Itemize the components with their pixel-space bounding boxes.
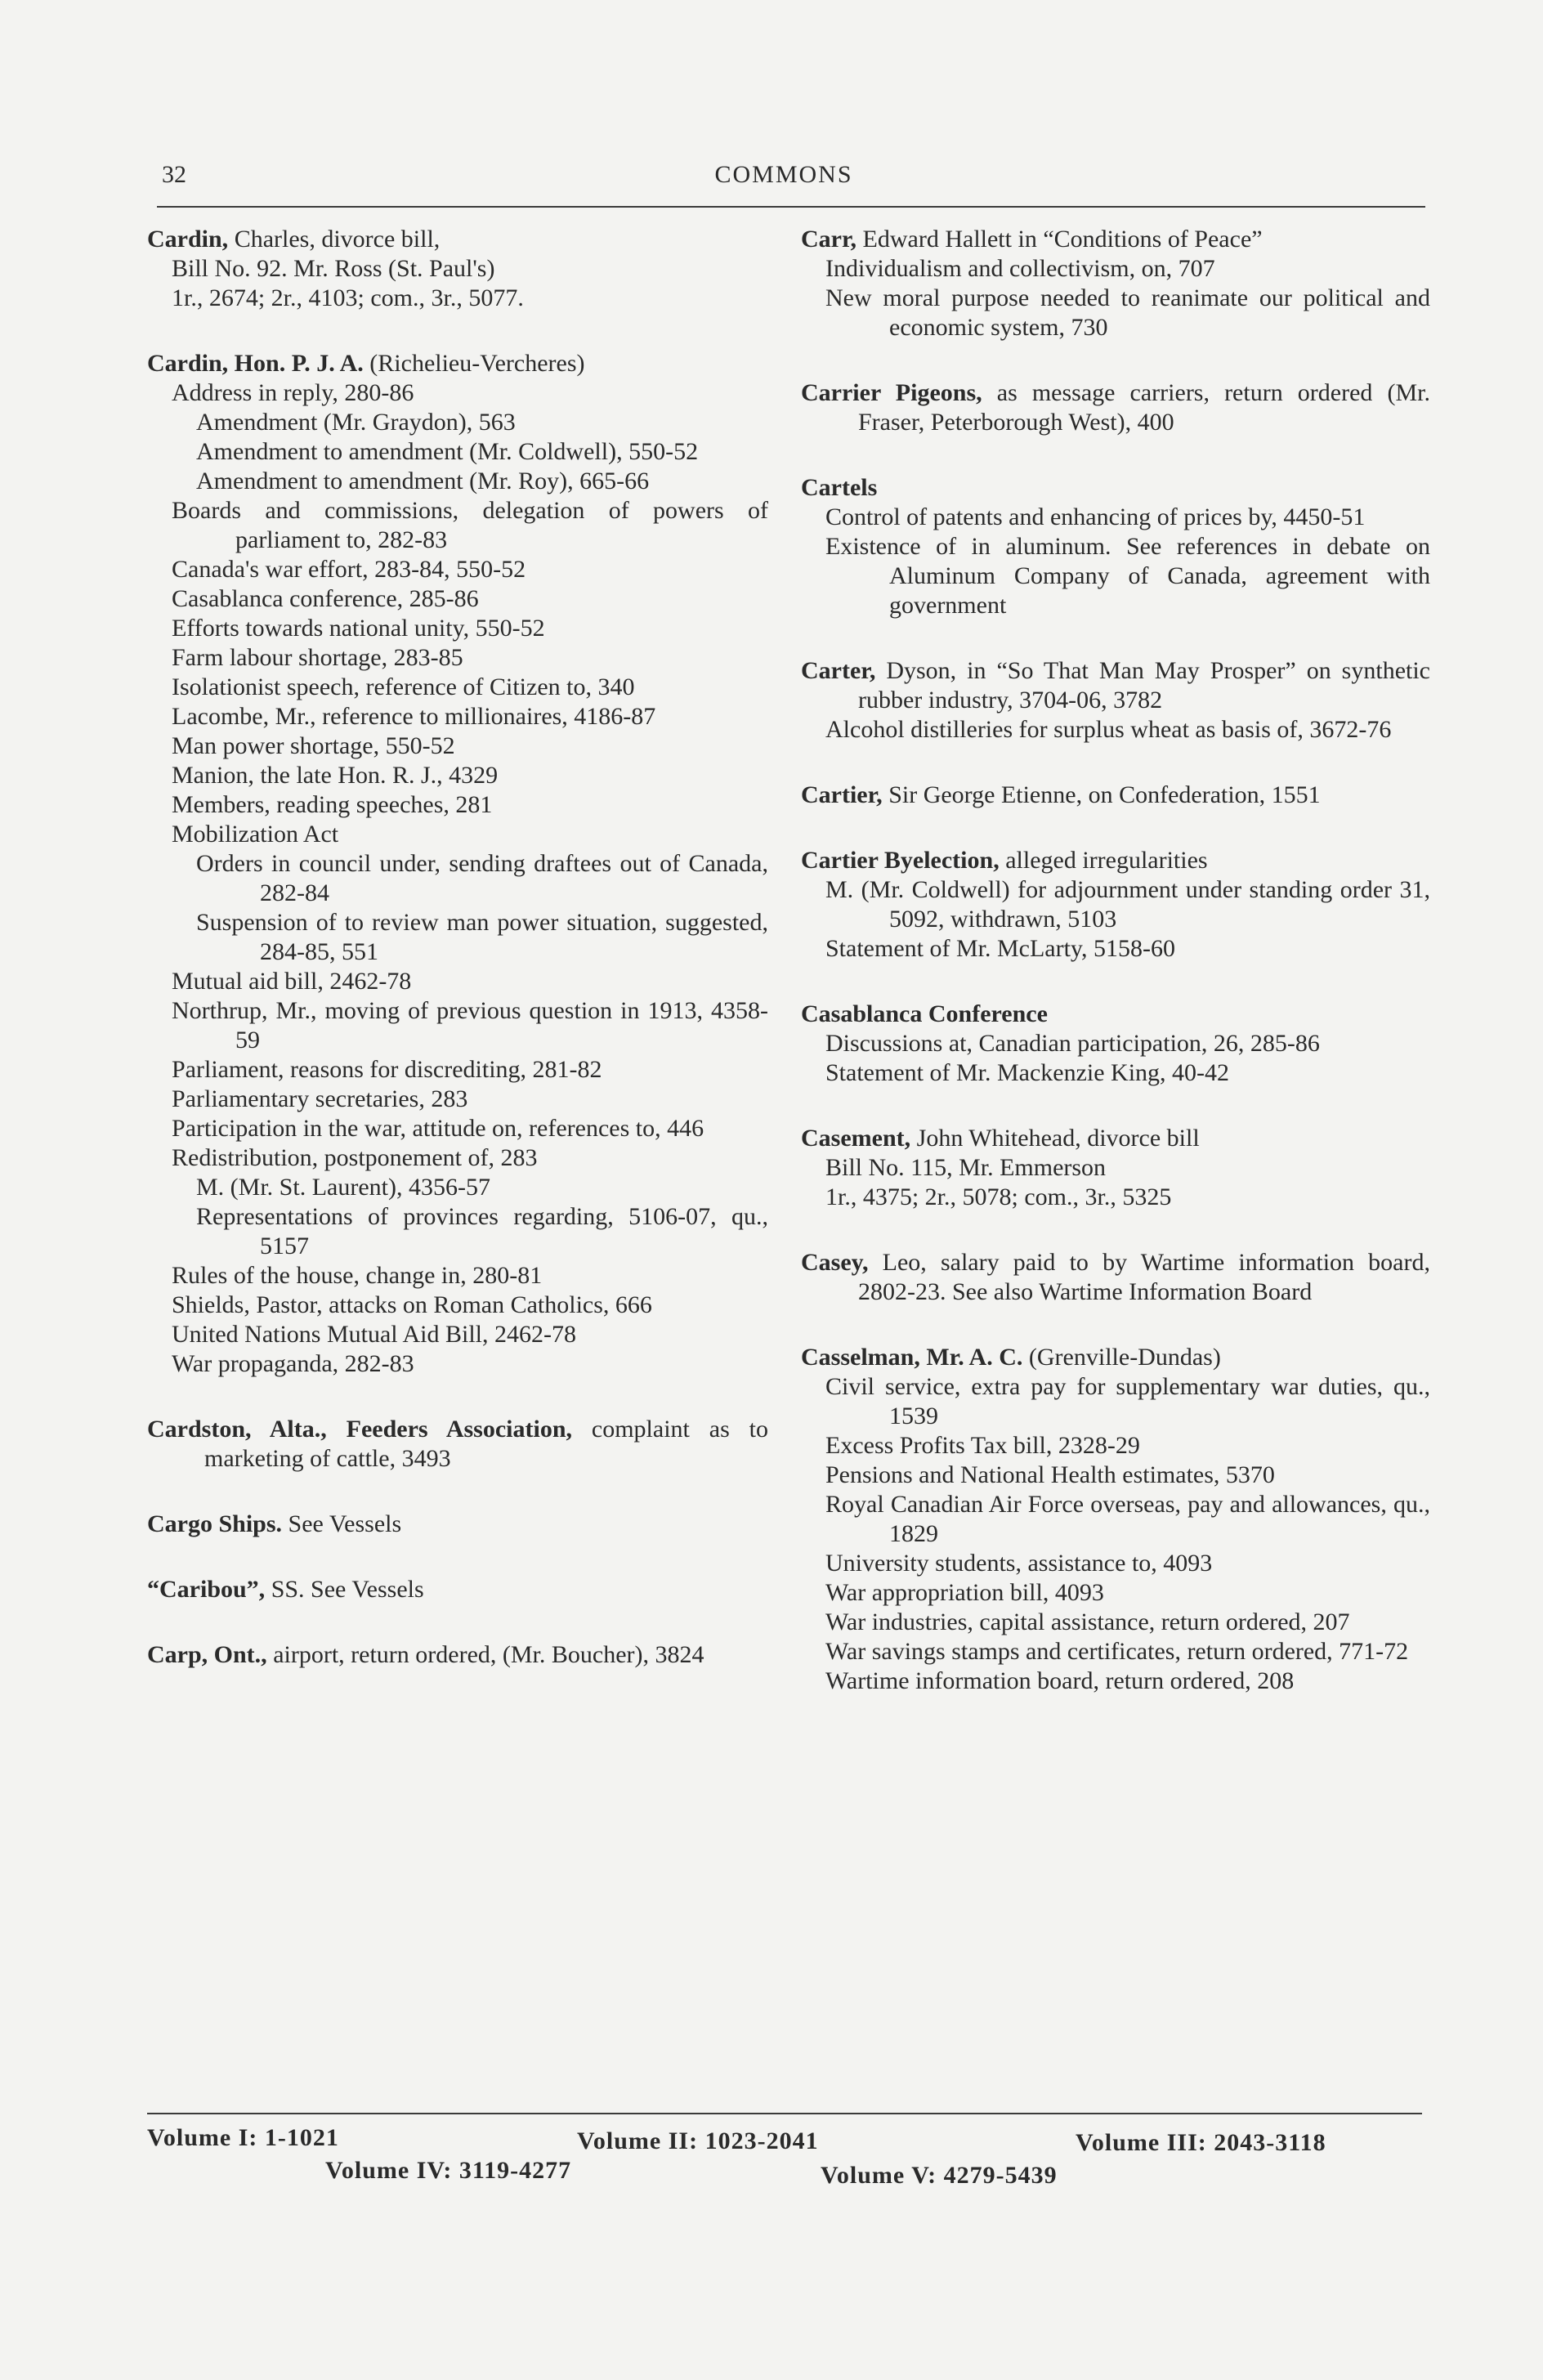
entry-heading-rest: See Vessels	[282, 1510, 402, 1537]
entry-heading	[147, 1575, 768, 1604]
index-entry	[801, 846, 1430, 964]
entry-subline: Manion, the late Hon. R. J., 4329	[172, 762, 499, 789]
index-entry	[147, 225, 768, 313]
entry-subline: Wartime information board, return ordered, 208	[825, 1667, 1295, 1694]
index-entry	[147, 349, 768, 1379]
index-entry	[147, 1510, 768, 1539]
entry-subline: Mobilization Act	[172, 821, 339, 848]
index-entry	[801, 1000, 1430, 1088]
entry-heading-term: Carter,	[801, 657, 876, 684]
volume-range: Volume V: 4279-5439	[821, 2162, 1058, 2189]
entry-heading	[801, 781, 1430, 810]
entry-subline: Bill No. 115, Mr. Emmerson	[825, 1154, 1107, 1181]
entry-heading-term: Casablanca Conference	[801, 1000, 1048, 1027]
index-entry	[147, 1575, 768, 1604]
footer-rule	[147, 2113, 1422, 2114]
entry-heading-rest: Charles, divorce bill,	[228, 226, 441, 253]
entry-subline: Boards and commissions, delegation of powers of parliament to, 282-83	[172, 497, 768, 553]
entry-heading-rest: (Grenville-Dundas)	[1022, 1344, 1221, 1371]
entry-subline: Pensions and National Health estimates, 5370	[825, 1461, 1275, 1488]
entry-heading-rest: Edward Hallett in “Conditions of Peace”	[856, 226, 1263, 253]
entry-subline: War savings stamps and certificates, return ordered, 771-72	[825, 1638, 1409, 1665]
left-column	[147, 225, 768, 1706]
entry-heading-term: Casement,	[801, 1125, 911, 1152]
entry-subline: Rules of the house, change in, 280-81	[172, 1262, 543, 1289]
entry-subline: 1r., 4375; 2r., 5078; com., 3r., 5325	[825, 1183, 1172, 1210]
entry-heading	[801, 1248, 1430, 1307]
entry-subline: Amendment to amendment (Mr. Coldwell), 550-52	[196, 438, 699, 465]
entry-heading	[147, 349, 768, 378]
entry-heading	[147, 225, 768, 254]
entry-subline: Individualism and collectivism, on, 707	[825, 255, 1215, 282]
entry-heading-rest: airport, return ordered, (Mr. Boucher), 3824	[266, 1641, 704, 1668]
entry-heading	[801, 1124, 1430, 1153]
entry-subline: War propaganda, 282-83	[172, 1350, 414, 1377]
index-entry	[801, 656, 1430, 745]
volume-range: Volume IV: 3119-4277	[325, 2157, 572, 2184]
entry-subline: Canada's war effort, 283-84, 550-52	[172, 556, 526, 583]
index-entry	[801, 781, 1430, 810]
index-entry	[801, 473, 1430, 620]
entry-subline: Amendment to amendment (Mr. Roy), 665-66	[196, 468, 650, 494]
entry-heading-term: Cartier,	[801, 781, 883, 808]
index-entry	[801, 1124, 1430, 1212]
entry-subline: Members, reading speeches, 281	[172, 791, 493, 818]
index-entry	[801, 378, 1430, 437]
entry-heading	[801, 473, 1430, 503]
entry-heading-term: Cardin, Hon. P. J. A.	[147, 350, 364, 377]
entry-heading	[801, 1000, 1430, 1029]
entry-subline: Efforts towards national unity, 550-52	[172, 615, 545, 642]
entry-subline: Civil service, extra pay for supplementary war duties, qu., 1539	[825, 1373, 1430, 1429]
entry-heading	[147, 1640, 768, 1670]
entry-heading-rest: alleged irregularities	[999, 847, 1208, 874]
entry-heading-term: Casselman, Mr. A. C.	[801, 1344, 1023, 1371]
entry-subline: M. (Mr. St. Laurent), 4356-57	[196, 1174, 490, 1201]
entry-heading-term: Cartier Byelection,	[801, 847, 1000, 874]
volume-range: Volume I: 1-1021	[147, 2124, 339, 2151]
volume-range: Volume II: 1023-2041	[577, 2127, 819, 2154]
entry-heading-term: Cartels	[801, 474, 878, 501]
running-head: COMMONS	[714, 161, 853, 188]
entry-heading	[801, 378, 1430, 437]
index-entry	[801, 1248, 1430, 1307]
entry-subline: Discussions at, Canadian participation, 26, 285-86	[825, 1030, 1320, 1057]
right-column	[801, 225, 1430, 1732]
entry-subline: Northrup, Mr., moving of previous question in 1913, 4358-59	[172, 997, 768, 1054]
entry-subline: 1r., 2674; 2r., 4103; com., 3r., 5077.	[172, 284, 524, 311]
entry-subline: M. (Mr. Coldwell) for adjournment under standing order 31, 5092, withdrawn, 5103	[825, 876, 1430, 933]
entry-heading-term: Cardin,	[147, 226, 229, 253]
entry-heading-rest: Leo, salary paid to by Wartime information board, 2802-23. See also Wartime Information Board	[858, 1249, 1430, 1305]
entry-subline: Farm labour shortage, 283-85	[172, 644, 463, 671]
entry-heading	[147, 1415, 768, 1474]
entry-heading-term: “Caribou”,	[147, 1576, 266, 1603]
entry-heading-term: Carp, Ont.,	[147, 1641, 267, 1668]
entry-heading-term: Carrier Pigeons,	[801, 379, 982, 406]
entry-subline: Address in reply, 280-86	[172, 379, 414, 406]
entry-subline: Lacombe, Mr., reference to millionaires, 4186-87	[172, 703, 656, 730]
entry-subline: Isolationist speech, reference of Citizen to, 340	[172, 673, 635, 700]
entry-subline: Shields, Pastor, attacks on Roman Catholics, 666	[172, 1291, 652, 1318]
entry-subline: Bill No. 92. Mr. Ross (St. Paul's)	[172, 255, 495, 282]
index-entry	[147, 1640, 768, 1670]
entry-subline: Suspension of to review man power situation, suggested, 284-85, 551	[196, 909, 768, 965]
entry-subline: Statement of Mr. Mackenzie King, 40-42	[825, 1059, 1230, 1086]
entry-subline: New moral purpose needed to reanimate our political and economic system, 730	[825, 284, 1430, 341]
entry-subline: Parliament, reasons for discrediting, 281-82	[172, 1056, 602, 1083]
entry-subline: Parliamentary secretaries, 283	[172, 1085, 468, 1112]
entry-subline: Orders in council under, sending draftees out of Canada, 282-84	[196, 850, 768, 906]
index-entry	[801, 225, 1430, 342]
volume-range: Volume III: 2043-3118	[1076, 2129, 1326, 2156]
entry-heading	[801, 656, 1430, 715]
entry-heading	[801, 225, 1430, 254]
entry-heading-term: Cardston, Alta., Feeders Association,	[147, 1416, 573, 1443]
entry-subline: War appropriation bill, 4093	[825, 1579, 1104, 1606]
entry-heading-rest: SS. See Vessels	[265, 1576, 424, 1603]
entry-heading-rest: (Richelieu-Vercheres)	[363, 350, 585, 377]
entry-heading	[801, 1343, 1430, 1372]
page-number: 32	[162, 161, 186, 188]
entry-subline: Man power shortage, 550-52	[172, 732, 455, 759]
entry-heading-rest: John Whitehead, divorce bill	[910, 1125, 1200, 1152]
entry-heading-rest: Sir George Etienne, on Confederation, 1551	[882, 781, 1321, 808]
entry-subline: Mutual aid bill, 2462-78	[172, 968, 412, 995]
entry-subline: Control of patents and enhancing of prices by, 4450-51	[825, 503, 1366, 530]
entry-subline: Casablanca conference, 285-86	[172, 585, 479, 612]
entry-heading-rest: as message carriers, return ordered (Mr. Fraser, Peterborough West), 400	[858, 379, 1430, 436]
entry-subline: War industries, capital assistance, return ordered, 207	[825, 1608, 1350, 1635]
header-rule	[157, 206, 1425, 208]
entry-subline: Representations of provinces regarding, 5106-07, qu., 5157	[196, 1203, 768, 1259]
entry-heading	[801, 846, 1430, 875]
entry-subline: Royal Canadian Air Force overseas, pay and allowances, qu., 1829	[825, 1491, 1430, 1547]
entry-subline: Amendment (Mr. Graydon), 563	[196, 409, 516, 436]
entry-subline: Excess Profits Tax bill, 2328-29	[825, 1432, 1140, 1459]
entry-subline: United Nations Mutual Aid Bill, 2462-78	[172, 1321, 576, 1348]
entry-heading-rest: complaint as to marketing of cattle, 3493	[204, 1416, 768, 1472]
entry-heading-term: Casey,	[801, 1249, 869, 1276]
entry-subline: Alcohol distilleries for surplus wheat as basis of, 3672-76	[825, 716, 1392, 743]
entry-subline: University students, assistance to, 4093	[825, 1550, 1213, 1577]
entry-subline: Statement of Mr. McLarty, 5158-60	[825, 935, 1175, 962]
entry-subline: Existence of in aluminum. See references in debate on Aluminum Company of Canada, agreement with government	[825, 533, 1430, 619]
entry-heading-rest: Dyson, in “So That Man May Prosper” on synthetic rubber industry, 3704-06, 3782	[858, 657, 1430, 714]
entry-heading-term: Cargo Ships.	[147, 1510, 283, 1537]
index-entry	[147, 1415, 768, 1474]
entry-heading	[147, 1510, 768, 1539]
entry-subline: Participation in the war, attitude on, references to, 446	[172, 1115, 704, 1142]
entry-heading-term: Carr,	[801, 226, 857, 253]
entry-subline: Redistribution, postponement of, 283	[172, 1144, 538, 1171]
index-entry	[801, 1343, 1430, 1696]
